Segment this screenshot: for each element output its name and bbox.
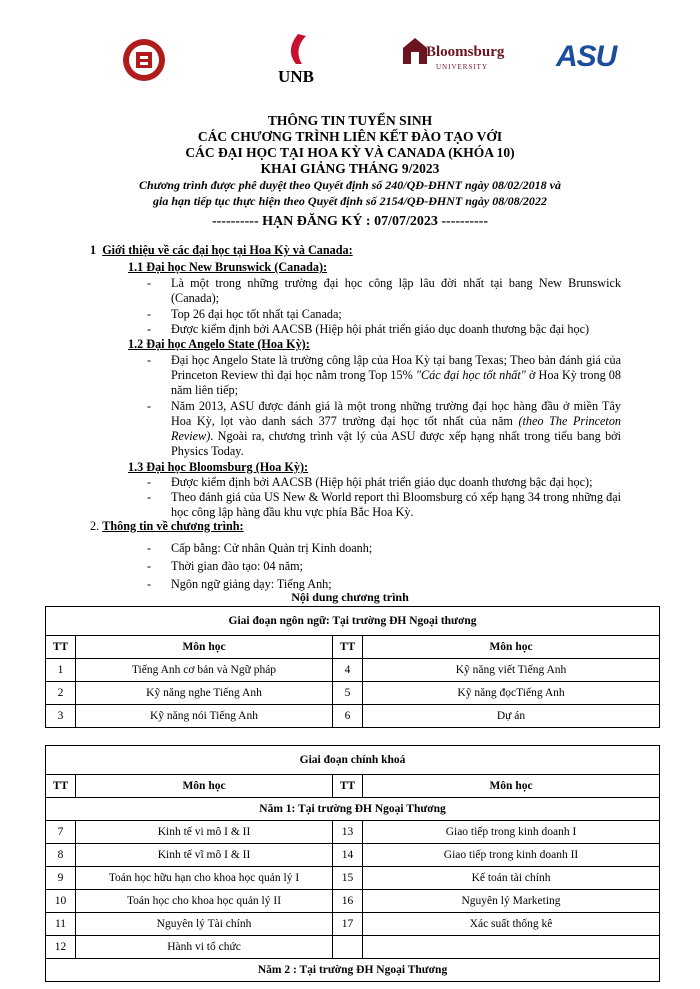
section-1-number: 1 <box>90 243 97 257</box>
section-2-title: Thông tin về chương trình: <box>102 519 244 533</box>
table-row: 12 Hành vi tổ chức <box>46 936 660 959</box>
bloomsburg-title: 1.3 Đại học Bloomsburg (Hoa Kỳ): <box>128 460 309 474</box>
asu-title: 1.2 Đại học Angelo State (Hoa Kỳ): <box>128 337 310 351</box>
table-row: 8 Kinh tế vĩ mô I & II 14 Giao tiếp trong kinh doanh II <box>46 844 660 867</box>
header-decision-1: Chương trình được phê duyệt theo Quyết định số 240/QĐ-ĐHNT ngày 08/02/2018 và <box>139 178 561 192</box>
table-row: 3 Kỹ năng nói Tiếng Anh 6 Dự án <box>46 705 660 728</box>
unb-logo-text: UNB <box>278 67 314 86</box>
section-2-number: 2. <box>90 519 100 533</box>
year-1-heading: Năm 1: Tại trường ĐH Ngoại Thương <box>46 798 660 821</box>
unb-title: 1.1 Đại học New Brunswick (Canada): <box>128 260 328 274</box>
header-line-2: CÁC CHƯƠNG TRÌNH LIÊN KẾT ĐÀO TẠO VỚI <box>197 129 503 144</box>
table-header-row: TT Môn học TT Môn học <box>46 775 660 798</box>
unb-heading <box>128 260 327 275</box>
table-row: 1 Tiếng Anh cơ bản và Ngữ pháp 4 Kỹ năng viết Tiếng Anh <box>46 659 660 682</box>
table-row: 10 Toán học cho khoa học quản lý II 16 Nguyên lý Marketing <box>46 890 660 913</box>
section-2-heading <box>90 519 244 534</box>
bloomsburg-logo <box>400 36 505 82</box>
main-stage-table <box>45 745 660 982</box>
document-header <box>0 113 700 209</box>
section-1-heading <box>90 243 353 258</box>
header-line-4: KHAI GIẢNG THÁNG 9/2023 <box>260 161 440 176</box>
header-line-3: CÁC ĐẠI HỌC TẠI HOA KỲ VÀ CANADA (KHÓA 10) <box>185 145 515 160</box>
table-row: 7 Kinh tế vi mô I & II 13 Giao tiếp trong kinh doanh I <box>46 821 660 844</box>
ftu-logo <box>122 38 166 82</box>
header-decision-2: gia hạn tiếp tục thực hiện theo Quyết định số 2154/QĐ-ĐHNT ngày 08/08/2022 <box>153 194 547 208</box>
registration-deadline: ---------- HẠN ĐĂNG KÝ : 07/07/2023 ---------- <box>211 214 488 229</box>
asu-logo-text: ASU <box>556 40 617 73</box>
table-row: 2 Kỹ năng nghe Tiếng Anh 5 Kỹ năng đọcTiếng Anh <box>46 682 660 705</box>
bloomsburg-logo-sub: UNIVERSITY <box>436 63 488 71</box>
table-row: 9 Toán học hữu hạn cho khoa học quản lý I 15 Kế toán tài chính <box>46 867 660 890</box>
asu-heading <box>128 337 310 352</box>
section-1-title: Giới thiệu về các đại học tại Hoa Kỳ và Canada: <box>102 243 353 257</box>
unb-logo <box>268 32 324 84</box>
main-stage-title: Giai đoạn chính khoá <box>46 746 660 775</box>
table-header-row: TT Môn học TT Môn học <box>46 636 660 659</box>
language-stage-title: Giai đoạn ngôn ngữ: Tại trường ĐH Ngoại thương <box>46 607 660 636</box>
program-content-title: Nội dung chương trình <box>291 590 409 604</box>
asu-logo <box>556 40 620 80</box>
bloomsburg-heading <box>128 460 308 475</box>
header-title: THÔNG TIN TUYỂN SINH <box>267 113 433 128</box>
year-2-heading: Năm 2 : Tại trường ĐH Ngoại Thương <box>46 959 660 982</box>
logo-bar <box>0 30 700 85</box>
bloomsburg-logo-text: Bloomsburg <box>426 44 505 60</box>
language-stage-table <box>45 606 660 728</box>
table-row: 11 Nguyên lý Tài chính 17 Xác suất thống kê <box>46 913 660 936</box>
